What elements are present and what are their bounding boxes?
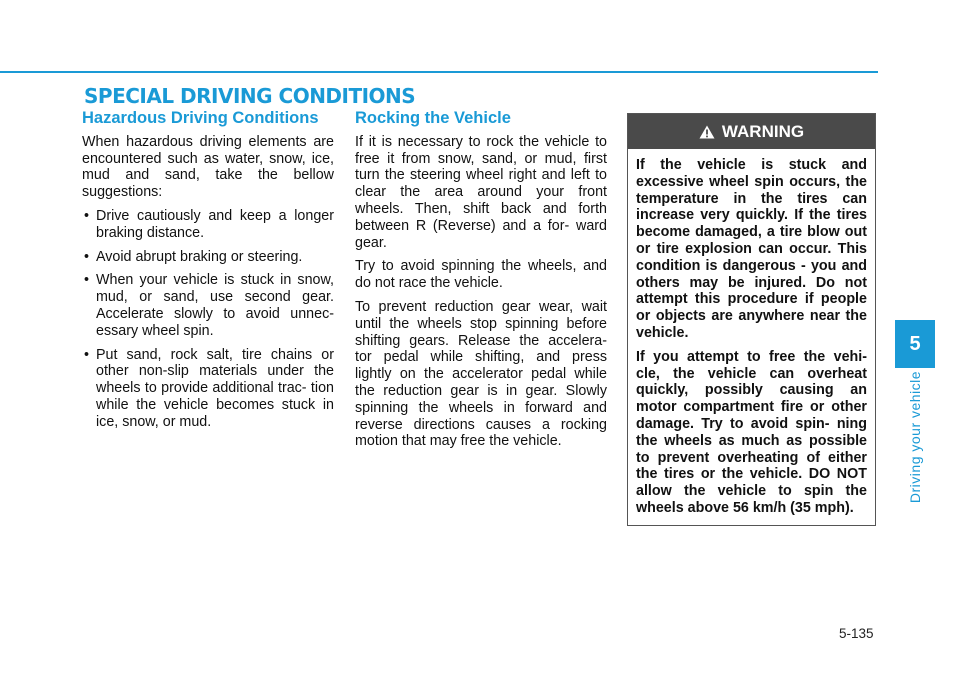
hazardous-section [82,110,334,438]
list-item: • Avoid abrupt braking or steering. [82,249,334,266]
warning-paragraph: If you attempt to free the vehi- cle, the vehicle can overheat quickly, possibly causing an motor compartment fire or other damage. Try to avoid spin- ning the wheels as much as possible to prevent overheating of either the tires or the vehicle. DO NOT allow the vehicle to spin the wheels above 56 km/h (35 mph). [636,348,867,516]
rocking-paragraph: If it is necessary to rock the vehicle to free it from snow, sand, or mud, first turn the steering wheel right and left to clear the area around your front wheels. Then, shift back and forth between R (Reverse) and a for- ward gear. [355,133,607,251]
chapter-label: Driving your vehicle [907,370,923,504]
list-item: • Drive cautiously and keep a longer braking distance. [82,208,334,242]
hazardous-bullet-list [82,208,334,431]
chapter-tab: 5 [895,320,935,368]
warning-label: WARNING [721,121,805,141]
warning-paragraph: If the vehicle is stuck and excessive wheel spin occurs, the temperature in the tires can increase very quickly. If the tires become damaged, a tire blow out or tire explosion can occur. This condition is dangerous - you and others may be injured. Do not attempt this procedure if people or objects are anywhere near the vehicle. [636,157,867,341]
list-item: • When your vehicle is stuck in snow, mud, or sand, use second gear. Accelerate slowly to avoid unnec- essary wheel spin. [82,272,334,339]
page-number: 5-135 [839,626,874,641]
warning-box [627,113,876,526]
rocking-paragraph: To prevent reduction gear wear, wait until the wheels stop spinning before shifting gears. Release the accelera- tor pedal while shifting, and press lightly on the accelerator pedal while the reduction gear is in gear. Slowly spinning the wheels in forward and reverse directions causes a rocking motion that may free the vehicle. [355,298,607,450]
section-title: SPECIAL DRIVING CONDITIONS [84,84,416,108]
rocking-paragraph: Try to avoid spinning the wheels, and do not race the vehicle. [355,258,607,292]
hazardous-intro: When hazardous driving elements are encountered such as water, snow, ice, mud and sand, take the bellow suggestions: [82,133,334,201]
warning-triangle-icon [699,125,715,139]
warning-body [628,149,875,517]
rocking-section [355,110,607,457]
warning-header [628,114,875,149]
list-item: • Put sand, rock salt, tire chains or other non-slip materials under the wheels to provide additional trac- tion while the vehicle becomes stuck in ice, snow, or mud. [82,347,334,431]
hazardous-heading: Hazardous Driving Conditions [82,109,319,127]
rocking-heading: Rocking the Vehicle [355,109,511,127]
top-rule [0,71,878,73]
